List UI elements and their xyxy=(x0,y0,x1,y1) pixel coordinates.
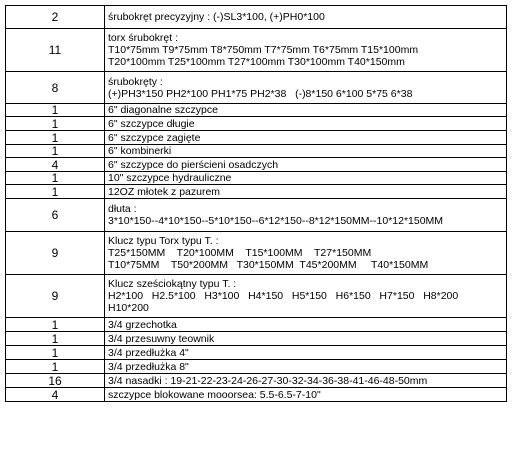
description-cell: 6" szczypce zagięte xyxy=(105,131,507,145)
table-row xyxy=(6,185,507,199)
description-cell: 10" szczypce hydrauliczne xyxy=(105,172,507,185)
table-row xyxy=(6,172,507,185)
table-row xyxy=(6,104,507,117)
table-row xyxy=(6,131,507,145)
description-cell: 6" kombinerki xyxy=(105,145,507,158)
description-cell: Klucz sześciokątny typu T. : H2*100 H2.5*100 H3*100 H4*150 H5*150 H6*150 H7*150 H8*200 H10*200 xyxy=(105,275,507,318)
table-row xyxy=(6,158,507,172)
table-row xyxy=(6,6,507,29)
quantity-cell: 9 xyxy=(6,232,105,275)
tools-table-body xyxy=(6,6,507,402)
quantity-cell: 4 xyxy=(6,158,105,172)
table-row xyxy=(6,318,507,332)
description-cell: 12OZ młotek z pazurem xyxy=(105,185,507,199)
table-row xyxy=(6,232,507,275)
description-cell: 6" szczypce do pierścieni osadczych xyxy=(105,158,507,172)
quantity-cell: 2 xyxy=(6,6,105,29)
quantity-cell: 1 xyxy=(6,104,105,117)
quantity-cell: 1 xyxy=(6,360,105,374)
description-cell: 3/4 przedłużka 8" xyxy=(105,360,507,374)
quantity-cell: 1 xyxy=(6,332,105,346)
description-cell: 6" szczypce długie xyxy=(105,117,507,131)
quantity-cell: 1 xyxy=(6,131,105,145)
quantity-cell: 1 xyxy=(6,172,105,185)
table-row xyxy=(6,145,507,158)
description-cell: 3/4 przesuwny teownik xyxy=(105,332,507,346)
quantity-cell: 8 xyxy=(6,72,105,104)
table-row xyxy=(6,199,507,232)
quantity-cell: 6 xyxy=(6,199,105,232)
tools-table xyxy=(5,5,507,402)
quantity-cell: 11 xyxy=(6,29,105,72)
table-row xyxy=(6,346,507,360)
quantity-cell: 16 xyxy=(6,374,105,388)
description-cell: szczypce blokowane mooorsea: 5.5-6.5-7-10" xyxy=(105,388,507,402)
quantity-cell: 1 xyxy=(6,346,105,360)
description-cell: śrubokręty : (+)PH3*150 PH2*100 PH1*75 PH2*38 (-)8*150 6*100 5*75 6*38 xyxy=(105,72,507,104)
description-cell: 3/4 przedłużka 4" xyxy=(105,346,507,360)
quantity-cell: 9 xyxy=(6,275,105,318)
description-cell: 6" diagonalne szczypce xyxy=(105,104,507,117)
quantity-cell: 4 xyxy=(6,388,105,402)
quantity-cell: 1 xyxy=(6,318,105,332)
description-cell: Klucz typu Torx typu T. : T25*150MM T20*100MM T15*100MM T27*150MM T10*75MM T50*200MM T30*150MM T45*200MM T40*150MM xyxy=(105,232,507,275)
description-cell: torx śrubokręt : T10*75mm T9*75mm T8*750mm T7*75mm T6*75mm T15*100mm T20*100mm T25*100mm T27*100mm T30*100mm T40*150mm xyxy=(105,29,507,72)
table-row xyxy=(6,72,507,104)
table-row xyxy=(6,374,507,388)
table-row xyxy=(6,29,507,72)
table-row xyxy=(6,117,507,131)
table-row xyxy=(6,388,507,402)
quantity-cell: 1 xyxy=(6,185,105,199)
quantity-cell: 1 xyxy=(6,145,105,158)
table-row xyxy=(6,360,507,374)
description-cell: śrubokręt precyzyjny : (-)SL3*100, (+)PH0*100 xyxy=(105,6,507,29)
description-cell: 3/4 grzechotka xyxy=(105,318,507,332)
quantity-cell: 1 xyxy=(6,117,105,131)
description-cell: 3/4 nasadki : 19-21-22-23-24-26-27-30-32-34-36-38-41-46-48-50mm xyxy=(105,374,507,388)
table-row xyxy=(6,275,507,318)
description-cell: dłuta : 3*10*150--4*10*150--5*10*150--6*12*150--8*12*150MM--10*12*150MM xyxy=(105,199,507,232)
table-row xyxy=(6,332,507,346)
